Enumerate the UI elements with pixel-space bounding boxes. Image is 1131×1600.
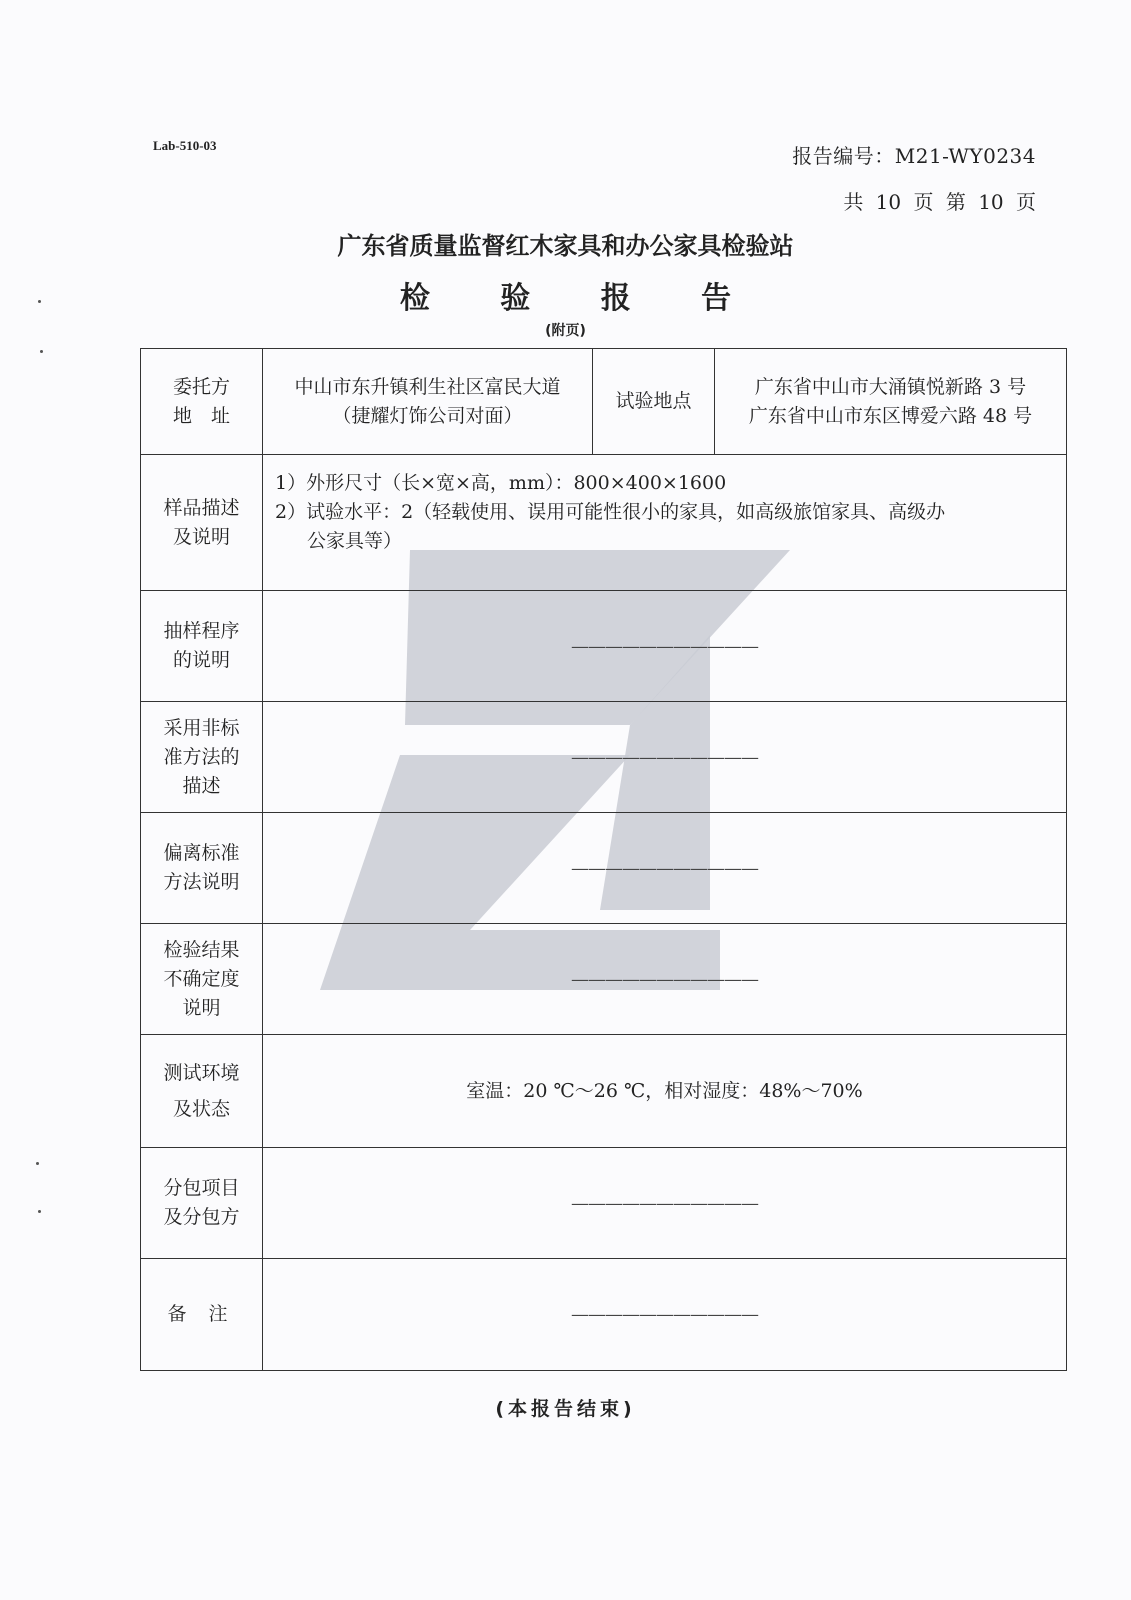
row-label-line: 测试环境 [163, 1062, 240, 1084]
test-site-line1: 广东省中山市大涌镇悦新路 3 号 [754, 375, 1027, 398]
test-site-cell [715, 349, 1067, 455]
client-address-line1: 中山市东升镇利生社区富民大道 [294, 375, 561, 398]
test-site-line2: 广东省中山市东区博爱六路 48 号 [748, 404, 1033, 427]
sample-description-cell [263, 455, 1067, 591]
page-count: 共 10 页 第 10 页 [843, 190, 1036, 214]
row-label-line: 采用非标 [163, 716, 240, 739]
organization-title: 广东省质量监督红木家具和办公家具检验站 [337, 232, 794, 260]
row-value: ——————————— [571, 746, 758, 768]
row-value: ——————————— [571, 857, 758, 879]
row-label-line: 抽样程序 [163, 620, 240, 642]
report-table [140, 348, 1067, 1371]
row-label-line: 偏离标准 [163, 842, 240, 864]
sampling-procedure-label [141, 591, 263, 702]
nonstandard-method-value [263, 702, 1067, 813]
uncertainty-label [141, 924, 263, 1035]
row-label-line: 描述 [182, 774, 221, 797]
row-value: ——————————— [571, 1304, 758, 1325]
row-value: ——————————— [571, 968, 758, 990]
test-site-label-cell [593, 349, 715, 455]
row-label-line: 检验结果 [163, 938, 240, 961]
scan-speck [38, 300, 41, 303]
table-row [141, 813, 1067, 924]
table-row [141, 702, 1067, 813]
table-row [141, 591, 1067, 702]
remarks-value [263, 1259, 1067, 1371]
client-label-line2: 地 址 [172, 404, 230, 427]
table-row [141, 924, 1067, 1035]
row-label-line: 说明 [182, 996, 221, 1019]
row-value: 室温：20 ℃～26 ℃，相对湿度：48%～70% [466, 1079, 863, 1102]
remarks-label [141, 1259, 263, 1371]
scan-speck [36, 1162, 39, 1165]
client-row [141, 349, 1067, 455]
table-row [141, 1035, 1067, 1148]
sample-label-line2: 及说明 [172, 525, 230, 548]
row-label-line: 及状态 [172, 1098, 230, 1120]
uncertainty-value [263, 924, 1067, 1035]
appendix-label: (附页) [545, 323, 586, 339]
client-address-line2: （捷耀灯饰公司对面） [332, 404, 523, 427]
subcontract-label [141, 1148, 263, 1259]
client-label-cell [141, 349, 263, 455]
client-address-cell [263, 349, 593, 455]
row-label-line: 不确定度 [163, 967, 240, 990]
report-title: 检 验 报 告 [399, 281, 762, 316]
row-label-line: 方法说明 [163, 871, 240, 893]
row-label-line: 准方法的 [163, 745, 240, 768]
scan-speck [40, 350, 43, 353]
sample-item-2: 2）试验水平：2（轻载使用、误用可能性很小的家具，如高级旅馆家具、高级办 [275, 501, 946, 523]
sample-row [141, 455, 1067, 591]
scan-speck [38, 1210, 41, 1213]
sample-label-line1: 样品描述 [163, 496, 240, 519]
row-value: ——————————— [571, 635, 758, 657]
environment-value [263, 1035, 1067, 1148]
nonstandard-method-label [141, 702, 263, 813]
test-site-label: 试验地点 [615, 390, 692, 412]
deviation-label [141, 813, 263, 924]
deviation-value [263, 813, 1067, 924]
table-row [141, 1259, 1067, 1371]
client-label-line1: 委托方 [172, 375, 230, 398]
end-of-report-note: (本报告结束) [495, 1398, 636, 1420]
sample-item-1: 1）外形尺寸（长×宽×高，mm）：800×400×1600 [275, 472, 727, 494]
row-label-line: 分包项目 [163, 1177, 240, 1199]
form-code: Lab-510-03 [153, 138, 217, 153]
subcontract-value [263, 1148, 1067, 1259]
row-label-line: 的说明 [172, 649, 230, 671]
table-row [141, 1148, 1067, 1259]
row-label-line: 及分包方 [163, 1206, 240, 1228]
sample-label-cell [141, 455, 263, 591]
sampling-procedure-value [263, 591, 1067, 702]
row-label-line: 备 注 [167, 1303, 236, 1325]
row-value: ——————————— [571, 1192, 758, 1214]
report-number: 报告编号：M21-WY0234 [792, 144, 1036, 168]
environment-label [141, 1035, 263, 1148]
sample-item-2-cont: 公家具等） [307, 530, 403, 552]
